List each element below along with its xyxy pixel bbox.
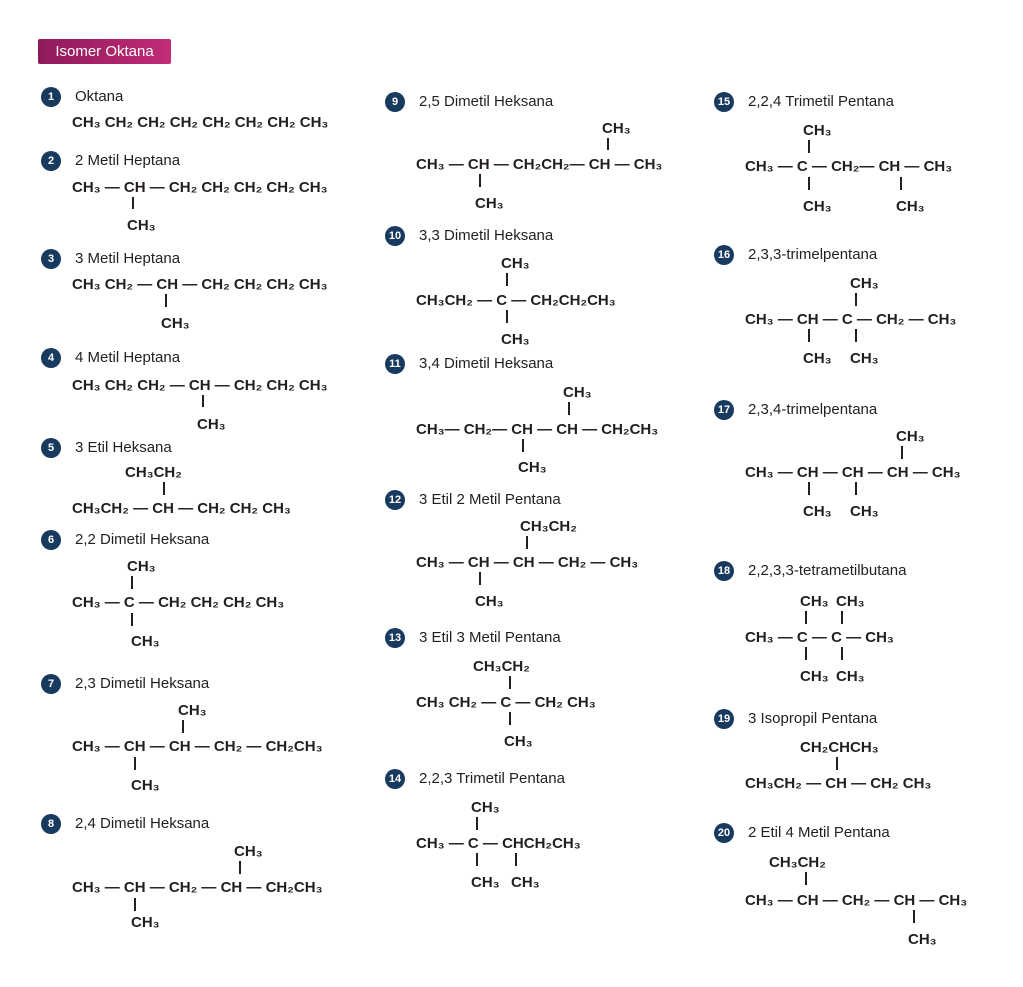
branch-methyl-bottom: CH₃ bbox=[131, 914, 160, 931]
branch-methyl-bottom: CH₃ bbox=[501, 331, 530, 348]
structural-formula-20 bbox=[745, 850, 1023, 950]
main-chain: CH₃ — C — CHCH₂CH₃ bbox=[416, 835, 581, 852]
main-chain: CH₃ — CH — CH₂CH₂— CH — CH₃ bbox=[416, 156, 663, 173]
branch-ethyl-top: CH₃CH₂ bbox=[520, 518, 577, 535]
main-chain: CH₃CH₂ — C — CH₂CH₂CH₃ bbox=[416, 292, 616, 309]
isomer-number-badge: 14 bbox=[385, 769, 405, 789]
isomer-name: 3 Etil Heksana bbox=[75, 439, 172, 456]
branch-methyl-bottom: CH₃ bbox=[131, 633, 160, 650]
structural-formula-14 bbox=[416, 795, 706, 895]
main-chain: CH₃ — CH — CH — CH — CH₃ bbox=[745, 464, 961, 481]
structural-formula-10 bbox=[416, 252, 706, 352]
main-chain: CH₃CH₂ — CH — CH₂ CH₃ bbox=[745, 775, 932, 792]
structural-formula-4 bbox=[72, 370, 362, 435]
branch-methyl-bottom-1: CH₃ bbox=[803, 198, 832, 215]
isomer-number-badge: 6 bbox=[41, 530, 61, 550]
isomer-name: 3 Isopropil Pentana bbox=[748, 710, 878, 727]
branch-methyl-bottom: CH₃ bbox=[475, 593, 504, 610]
isomer-number-badge: 2 bbox=[41, 151, 61, 171]
structural-formula-18 bbox=[745, 589, 1023, 689]
isomer-name: 3,3 Dimetil Heksana bbox=[419, 227, 554, 244]
structural-formula-5 bbox=[72, 458, 362, 523]
isomer-name: 2,2,4 Trimetil Pentana bbox=[748, 93, 894, 110]
branch-methyl: CH₃ bbox=[127, 217, 156, 234]
structural-formula-3 bbox=[72, 270, 362, 335]
branch-ethyl-top: CH₃CH₂ bbox=[769, 854, 826, 871]
structural-formula-13 bbox=[416, 654, 706, 754]
structural-formula-8 bbox=[72, 839, 362, 939]
isomer-name: 3 Metil Heptana bbox=[75, 250, 181, 267]
branch-methyl-bottom-1: CH₃ bbox=[803, 503, 832, 520]
main-chain: CH₃ — CH — CH — CH₂ — CH₂CH₃ bbox=[72, 738, 323, 755]
branch-methyl-top-2: CH₃ bbox=[836, 593, 865, 610]
isomer-number-badge: 9 bbox=[385, 92, 405, 112]
isomer-name: 2,2,3 Trimetil Pentana bbox=[419, 770, 565, 787]
structural-formula-11 bbox=[416, 380, 706, 480]
structural-formula-7 bbox=[72, 698, 362, 798]
main-chain: CH₃ CH₂ — C — CH₂ CH₃ bbox=[416, 694, 596, 711]
branch-methyl-bottom: CH₃ bbox=[908, 931, 937, 948]
isomer-number-badge: 3 bbox=[41, 249, 61, 269]
isomer-name: 2,3,4-trimelpentana bbox=[748, 401, 878, 418]
branch-methyl-top: CH₃ bbox=[602, 120, 631, 137]
isomer-number-badge: 5 bbox=[41, 438, 61, 458]
isomer-number-badge: 18 bbox=[714, 561, 734, 581]
isomer-name: 2,2,3,3-tetrametilbutana bbox=[748, 562, 907, 579]
isomer-number-badge: 8 bbox=[41, 814, 61, 834]
branch-methyl-top: CH₃ bbox=[471, 799, 500, 816]
branch-methyl-bottom-1: CH₃ bbox=[471, 874, 500, 891]
isomer-number-badge: 19 bbox=[714, 709, 734, 729]
isomer-name: 4 Metil Heptana bbox=[75, 349, 181, 366]
branch-methyl-bottom-2: CH₃ bbox=[836, 668, 865, 685]
main-chain: CH₃ — C — CH₂— CH — CH₃ bbox=[745, 158, 953, 175]
isomer-number-badge: 13 bbox=[385, 628, 405, 648]
structural-formula-16 bbox=[745, 271, 1023, 371]
branch-methyl-top: CH₃ bbox=[234, 843, 263, 860]
structural-formula-19 bbox=[745, 735, 1023, 805]
isomer-name: 2,2 Dimetil Heksana bbox=[75, 531, 210, 548]
branch-methyl-top: CH₃ bbox=[127, 558, 156, 575]
main-chain: CH₃— CH₂— CH — CH — CH₂CH₃ bbox=[416, 421, 659, 438]
main-chain: CH₃ CH₂ CH₂ CH₂ CH₂ CH₂ CH₂ CH₃ bbox=[72, 114, 329, 131]
structural-formula-6 bbox=[72, 552, 362, 652]
branch-ethyl-top: CH₃CH₂ bbox=[473, 658, 530, 675]
structural-formula-17 bbox=[745, 424, 1023, 524]
branch-methyl: CH₃ bbox=[161, 315, 190, 332]
main-chain: CH₃ CH₂ — CH — CH₂ CH₂ CH₂ CH₃ bbox=[72, 276, 328, 293]
branch-isopropyl-top: CH₂CHCH₃ bbox=[800, 739, 879, 756]
isomer-number-badge: 12 bbox=[385, 490, 405, 510]
isomer-name: 3 Etil 2 Metil Pentana bbox=[419, 491, 561, 508]
isomer-name: 3 Etil 3 Metil Pentana bbox=[419, 629, 561, 646]
main-chain: CH₃ — CH — CH₂ — CH — CH₂CH₃ bbox=[72, 879, 323, 896]
isomer-name: 3,4 Dimetil Heksana bbox=[419, 355, 554, 372]
branch-ethyl: CH₃CH₂ bbox=[125, 464, 182, 481]
branch-methyl-top-1: CH₃ bbox=[800, 593, 829, 610]
main-chain: CH₃ — CH — CH — CH₂ — CH₃ bbox=[416, 554, 639, 571]
branch-methyl-bottom-2: CH₃ bbox=[511, 874, 540, 891]
isomer-number-badge: 15 bbox=[714, 92, 734, 112]
isomer-number-badge: 11 bbox=[385, 354, 405, 374]
isomer-number-badge: 16 bbox=[714, 245, 734, 265]
isomer-name: 2,3,3-trimelpentana bbox=[748, 246, 878, 263]
isomer-number-badge: 7 bbox=[41, 674, 61, 694]
main-chain: CH₃CH₂ — CH — CH₂ CH₂ CH₃ bbox=[72, 500, 291, 517]
isomer-name: Oktana bbox=[75, 88, 124, 105]
isomer-name: 2 Metil Heptana bbox=[75, 152, 181, 169]
branch-methyl-bottom-1: CH₃ bbox=[800, 668, 829, 685]
main-chain: CH₃ — C — CH₂ CH₂ CH₂ CH₃ bbox=[72, 594, 285, 611]
isomer-number-badge: 4 bbox=[41, 348, 61, 368]
branch-methyl-top: CH₃ bbox=[896, 428, 925, 445]
structural-formula-2 bbox=[72, 172, 362, 237]
isomer-name: 2,5 Dimetil Heksana bbox=[419, 93, 554, 110]
branch-methyl-bottom-2: CH₃ bbox=[850, 350, 879, 367]
isomer-name: 2,4 Dimetil Heksana bbox=[75, 815, 210, 832]
branch-methyl: CH₃ bbox=[197, 416, 226, 433]
branch-methyl-top: CH₃ bbox=[850, 275, 879, 292]
structural-formula-9 bbox=[416, 117, 706, 217]
branch-methyl-top: CH₃ bbox=[178, 702, 207, 719]
branch-methyl-bottom: CH₃ bbox=[504, 733, 533, 750]
branch-methyl-bottom-1: CH₃ bbox=[803, 350, 832, 367]
page-title: Isomer Oktana bbox=[38, 39, 171, 64]
main-chain: CH₃ — CH — CH₂ — CH — CH₃ bbox=[745, 892, 968, 909]
structural-formula-15 bbox=[745, 119, 1023, 219]
branch-methyl-bottom: CH₃ bbox=[131, 777, 160, 794]
isomer-number-badge: 20 bbox=[714, 823, 734, 843]
isomer-number-badge: 1 bbox=[41, 87, 61, 107]
branch-methyl-top: CH₃ bbox=[803, 122, 832, 139]
isomer-number-badge: 17 bbox=[714, 400, 734, 420]
main-chain: CH₃ — CH — CH₂ CH₂ CH₂ CH₂ CH₃ bbox=[72, 179, 328, 196]
branch-methyl-top: CH₃ bbox=[563, 384, 592, 401]
branch-methyl-bottom-2: CH₃ bbox=[896, 198, 925, 215]
structural-formula-1 bbox=[72, 108, 362, 138]
structural-formula-12 bbox=[416, 514, 706, 614]
isomer-name: 2,3 Dimetil Heksana bbox=[75, 675, 210, 692]
branch-methyl-bottom-2: CH₃ bbox=[850, 503, 879, 520]
branch-methyl-bottom: CH₃ bbox=[475, 195, 504, 212]
main-chain: CH₃ — CH — C — CH₂ — CH₃ bbox=[745, 311, 957, 328]
main-chain: CH₃ CH₂ CH₂ — CH — CH₂ CH₂ CH₃ bbox=[72, 377, 328, 394]
branch-methyl-top: CH₃ bbox=[501, 255, 530, 272]
isomer-number-badge: 10 bbox=[385, 226, 405, 246]
isomer-name: 2 Etil 4 Metil Pentana bbox=[748, 824, 890, 841]
main-chain: CH₃ — C — C — CH₃ bbox=[745, 629, 894, 646]
branch-methyl-bottom: CH₃ bbox=[518, 459, 547, 476]
